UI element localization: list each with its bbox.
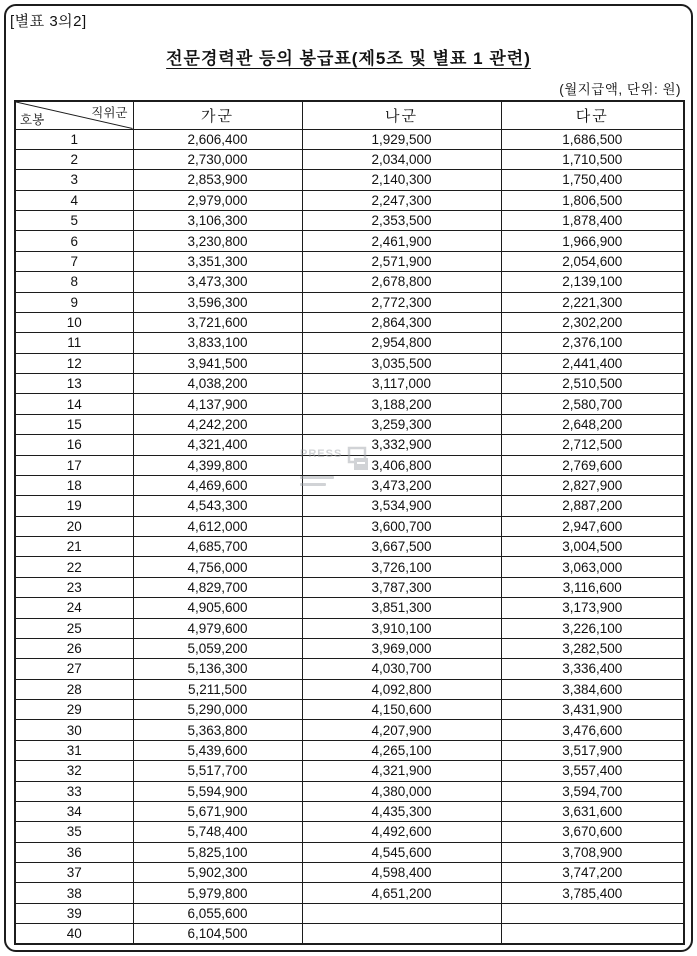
salary-cell: 2,769,600 bbox=[501, 455, 684, 475]
grade-cell: 13 bbox=[15, 374, 133, 394]
table-row bbox=[15, 720, 684, 740]
salary-cell: 3,336,400 bbox=[501, 659, 684, 679]
salary-cell: 2,221,300 bbox=[501, 292, 684, 312]
grade-cell: 12 bbox=[15, 353, 133, 373]
salary-cell: 1,878,400 bbox=[501, 211, 684, 231]
table-row bbox=[15, 903, 684, 923]
table-row bbox=[15, 312, 684, 332]
grade-cell: 22 bbox=[15, 557, 133, 577]
grade-cell: 20 bbox=[15, 516, 133, 536]
salary-cell: 3,106,300 bbox=[133, 211, 302, 231]
grade-cell: 10 bbox=[15, 312, 133, 332]
salary-cell: 3,534,900 bbox=[302, 496, 501, 516]
salary-cell: 3,708,900 bbox=[501, 842, 684, 862]
salary-cell: 4,979,600 bbox=[133, 618, 302, 638]
salary-cell: 5,748,400 bbox=[133, 822, 302, 842]
grade-cell: 28 bbox=[15, 679, 133, 699]
salary-cell: 3,517,900 bbox=[501, 740, 684, 760]
salary-cell: 2,678,800 bbox=[302, 272, 501, 292]
grade-cell: 19 bbox=[15, 496, 133, 516]
column-header-na: 나군 bbox=[302, 101, 501, 129]
salary-cell bbox=[501, 903, 684, 923]
salary-cell: 5,136,300 bbox=[133, 659, 302, 679]
table-row bbox=[15, 394, 684, 414]
grade-cell: 17 bbox=[15, 455, 133, 475]
salary-cell: 3,476,600 bbox=[501, 720, 684, 740]
salary-cell: 1,966,900 bbox=[501, 231, 684, 251]
salary-cell: 5,059,200 bbox=[133, 638, 302, 658]
grade-cell: 8 bbox=[15, 272, 133, 292]
salary-cell: 5,825,100 bbox=[133, 842, 302, 862]
grade-cell: 39 bbox=[15, 903, 133, 923]
table-row bbox=[15, 679, 684, 699]
grade-cell: 7 bbox=[15, 251, 133, 271]
salary-cell: 4,242,200 bbox=[133, 414, 302, 434]
corner-label-group: 직위군 bbox=[91, 106, 128, 120]
salary-cell: 4,092,800 bbox=[302, 679, 501, 699]
grade-cell: 35 bbox=[15, 822, 133, 842]
table-row bbox=[15, 211, 684, 231]
corner-label-grade: 호봉 bbox=[20, 112, 45, 127]
salary-cell: 3,594,700 bbox=[501, 781, 684, 801]
salary-cell: 2,461,900 bbox=[302, 231, 501, 251]
salary-cell: 3,431,900 bbox=[501, 700, 684, 720]
grade-cell: 18 bbox=[15, 475, 133, 495]
salary-cell: 2,606,400 bbox=[133, 129, 302, 149]
salary-cell: 3,473,300 bbox=[133, 272, 302, 292]
table-row bbox=[15, 781, 684, 801]
table-row bbox=[15, 537, 684, 557]
table-row bbox=[15, 455, 684, 475]
salary-cell: 5,902,300 bbox=[133, 863, 302, 883]
grade-cell: 4 bbox=[15, 190, 133, 210]
table-row bbox=[15, 924, 684, 944]
grade-cell: 16 bbox=[15, 435, 133, 455]
salary-cell: 3,259,300 bbox=[302, 414, 501, 434]
salary-cell: 4,137,900 bbox=[133, 394, 302, 414]
table-row bbox=[15, 292, 684, 312]
salary-cell: 3,116,600 bbox=[501, 577, 684, 597]
salary-cell: 1,710,500 bbox=[501, 149, 684, 169]
salary-cell: 3,941,500 bbox=[133, 353, 302, 373]
salary-cell: 1,806,500 bbox=[501, 190, 684, 210]
salary-cell: 3,851,300 bbox=[302, 598, 501, 618]
header-row bbox=[15, 101, 684, 129]
table-row bbox=[15, 475, 684, 495]
table-row bbox=[15, 414, 684, 434]
table-row bbox=[15, 577, 684, 597]
salary-cell: 4,321,400 bbox=[133, 435, 302, 455]
salary-cell bbox=[302, 903, 501, 923]
salary-cell: 4,685,700 bbox=[133, 537, 302, 557]
salary-cell: 3,351,300 bbox=[133, 251, 302, 271]
doc-label: [별표 3의2] bbox=[10, 13, 87, 30]
salary-cell: 3,787,300 bbox=[302, 577, 501, 597]
salary-cell: 5,290,000 bbox=[133, 700, 302, 720]
salary-cell: 3,910,100 bbox=[302, 618, 501, 638]
grade-cell: 33 bbox=[15, 781, 133, 801]
table-row bbox=[15, 598, 684, 618]
salary-cell: 3,557,400 bbox=[501, 761, 684, 781]
salary-cell: 3,747,200 bbox=[501, 863, 684, 883]
salary-cell: 1,686,500 bbox=[501, 129, 684, 149]
salary-cell: 2,979,000 bbox=[133, 190, 302, 210]
table-row bbox=[15, 700, 684, 720]
grade-cell: 25 bbox=[15, 618, 133, 638]
salary-cell: 4,435,300 bbox=[302, 801, 501, 821]
salary-cell: 3,833,100 bbox=[133, 333, 302, 353]
grade-cell: 30 bbox=[15, 720, 133, 740]
salary-cell: 3,600,700 bbox=[302, 516, 501, 536]
salary-cell: 2,648,200 bbox=[501, 414, 684, 434]
salary-cell: 4,265,100 bbox=[302, 740, 501, 760]
salary-cell: 3,230,800 bbox=[133, 231, 302, 251]
grade-cell: 11 bbox=[15, 333, 133, 353]
salary-cell: 6,055,600 bbox=[133, 903, 302, 923]
grade-cell: 29 bbox=[15, 700, 133, 720]
grade-cell: 32 bbox=[15, 761, 133, 781]
salary-cell: 4,829,700 bbox=[133, 577, 302, 597]
salary-cell: 3,332,900 bbox=[302, 435, 501, 455]
grade-cell: 2 bbox=[15, 149, 133, 169]
table-row bbox=[15, 659, 684, 679]
grade-cell: 40 bbox=[15, 924, 133, 944]
salary-cell: 3,063,000 bbox=[501, 557, 684, 577]
salary-cell: 5,211,500 bbox=[133, 679, 302, 699]
salary-cell: 3,670,600 bbox=[501, 822, 684, 842]
table-row bbox=[15, 801, 684, 821]
salary-cell: 2,034,000 bbox=[302, 149, 501, 169]
table-row bbox=[15, 496, 684, 516]
salary-cell: 2,827,900 bbox=[501, 475, 684, 495]
salary-cell: 3,969,000 bbox=[302, 638, 501, 658]
grade-cell: 31 bbox=[15, 740, 133, 760]
grade-cell: 1 bbox=[15, 129, 133, 149]
salary-cell: 4,905,600 bbox=[133, 598, 302, 618]
salary-cell: 2,712,500 bbox=[501, 435, 684, 455]
table-row bbox=[15, 740, 684, 760]
grade-cell: 9 bbox=[15, 292, 133, 312]
salary-cell: 6,104,500 bbox=[133, 924, 302, 944]
salary-cell: 2,353,500 bbox=[302, 211, 501, 231]
salary-cell: 4,038,200 bbox=[133, 374, 302, 394]
salary-cell: 2,947,600 bbox=[501, 516, 684, 536]
salary-cell: 1,750,400 bbox=[501, 170, 684, 190]
salary-cell: 3,406,800 bbox=[302, 455, 501, 475]
salary-cell: 5,439,600 bbox=[133, 740, 302, 760]
salary-cell: 5,363,800 bbox=[133, 720, 302, 740]
table-row bbox=[15, 618, 684, 638]
salary-cell: 3,721,600 bbox=[133, 312, 302, 332]
salary-cell: 4,492,600 bbox=[302, 822, 501, 842]
page-title bbox=[0, 44, 697, 69]
salary-cell: 2,441,400 bbox=[501, 353, 684, 373]
salary-cell: 3,667,500 bbox=[302, 537, 501, 557]
salary-cell: 3,117,000 bbox=[302, 374, 501, 394]
salary-cell bbox=[302, 924, 501, 944]
salary-cell: 4,598,400 bbox=[302, 863, 501, 883]
salary-cell: 3,473,200 bbox=[302, 475, 501, 495]
table-row bbox=[15, 761, 684, 781]
salary-cell: 5,517,700 bbox=[133, 761, 302, 781]
salary-cell: 2,571,900 bbox=[302, 251, 501, 271]
page-title-text: 전문경력관 등의 봉급표(제5조 및 별표 1 관련) bbox=[166, 49, 531, 68]
table-row bbox=[15, 557, 684, 577]
salary-cell: 4,399,800 bbox=[133, 455, 302, 475]
salary-cell: 3,631,600 bbox=[501, 801, 684, 821]
salary-cell: 2,887,200 bbox=[501, 496, 684, 516]
table-row bbox=[15, 170, 684, 190]
salary-cell: 3,384,600 bbox=[501, 679, 684, 699]
salary-cell: 4,612,000 bbox=[133, 516, 302, 536]
salary-cell: 2,140,300 bbox=[302, 170, 501, 190]
salary-cell: 4,380,000 bbox=[302, 781, 501, 801]
table-row bbox=[15, 883, 684, 903]
grade-cell: 34 bbox=[15, 801, 133, 821]
salary-cell: 3,726,100 bbox=[302, 557, 501, 577]
salary-cell: 2,139,100 bbox=[501, 272, 684, 292]
salary-cell: 2,054,600 bbox=[501, 251, 684, 271]
grade-cell: 14 bbox=[15, 394, 133, 414]
table-row bbox=[15, 842, 684, 862]
salary-cell: 3,282,500 bbox=[501, 638, 684, 658]
salary-cell: 2,853,900 bbox=[133, 170, 302, 190]
table-row bbox=[15, 333, 684, 353]
grade-cell: 5 bbox=[15, 211, 133, 231]
table-body bbox=[15, 129, 684, 944]
grade-cell: 36 bbox=[15, 842, 133, 862]
unit-note: (월지급액, 단위: 원) bbox=[559, 82, 681, 97]
salary-table bbox=[14, 100, 685, 945]
table-row bbox=[15, 251, 684, 271]
salary-cell: 3,596,300 bbox=[133, 292, 302, 312]
table-row bbox=[15, 435, 684, 455]
salary-cell: 5,979,800 bbox=[133, 883, 302, 903]
watermark-text: PRESS bbox=[300, 448, 343, 460]
grade-cell: 27 bbox=[15, 659, 133, 679]
grade-cell: 26 bbox=[15, 638, 133, 658]
salary-cell: 2,247,300 bbox=[302, 190, 501, 210]
salary-cell: 2,864,300 bbox=[302, 312, 501, 332]
salary-cell bbox=[501, 924, 684, 944]
salary-cell: 2,580,700 bbox=[501, 394, 684, 414]
salary-cell: 3,004,500 bbox=[501, 537, 684, 557]
salary-cell: 2,730,000 bbox=[133, 149, 302, 169]
salary-cell: 5,594,900 bbox=[133, 781, 302, 801]
salary-cell: 3,785,400 bbox=[501, 883, 684, 903]
table-row bbox=[15, 863, 684, 883]
table-row bbox=[15, 129, 684, 149]
table-row bbox=[15, 149, 684, 169]
salary-cell: 4,321,900 bbox=[302, 761, 501, 781]
grade-cell: 37 bbox=[15, 863, 133, 883]
salary-cell: 2,954,800 bbox=[302, 333, 501, 353]
grade-cell: 6 bbox=[15, 231, 133, 251]
salary-cell: 5,671,900 bbox=[133, 801, 302, 821]
grade-cell: 15 bbox=[15, 414, 133, 434]
salary-cell: 4,756,000 bbox=[133, 557, 302, 577]
salary-cell: 2,772,300 bbox=[302, 292, 501, 312]
table-row bbox=[15, 353, 684, 373]
column-header-ga: 가군 bbox=[133, 101, 302, 129]
salary-cell: 3,173,900 bbox=[501, 598, 684, 618]
salary-cell: 4,207,900 bbox=[302, 720, 501, 740]
salary-cell: 4,545,600 bbox=[302, 842, 501, 862]
salary-cell: 2,376,100 bbox=[501, 333, 684, 353]
salary-cell: 4,651,200 bbox=[302, 883, 501, 903]
salary-cell: 3,188,200 bbox=[302, 394, 501, 414]
grade-cell: 38 bbox=[15, 883, 133, 903]
grade-cell: 3 bbox=[15, 170, 133, 190]
corner-header-cell bbox=[15, 101, 133, 129]
salary-cell: 4,543,300 bbox=[133, 496, 302, 516]
salary-cell: 1,929,500 bbox=[302, 129, 501, 149]
salary-cell: 3,226,100 bbox=[501, 618, 684, 638]
salary-cell: 3,035,500 bbox=[302, 353, 501, 373]
table-row bbox=[15, 822, 684, 842]
column-header-da: 다군 bbox=[501, 101, 684, 129]
grade-cell: 21 bbox=[15, 537, 133, 557]
salary-cell: 4,030,700 bbox=[302, 659, 501, 679]
table-row bbox=[15, 231, 684, 251]
table-row bbox=[15, 516, 684, 536]
table-row bbox=[15, 190, 684, 210]
salary-cell: 4,469,600 bbox=[133, 475, 302, 495]
table-row bbox=[15, 272, 684, 292]
table-row bbox=[15, 638, 684, 658]
grade-cell: 24 bbox=[15, 598, 133, 618]
salary-cell: 2,510,500 bbox=[501, 374, 684, 394]
salary-cell: 2,302,200 bbox=[501, 312, 684, 332]
salary-cell: 4,150,600 bbox=[302, 700, 501, 720]
grade-cell: 23 bbox=[15, 577, 133, 597]
table-row bbox=[15, 374, 684, 394]
